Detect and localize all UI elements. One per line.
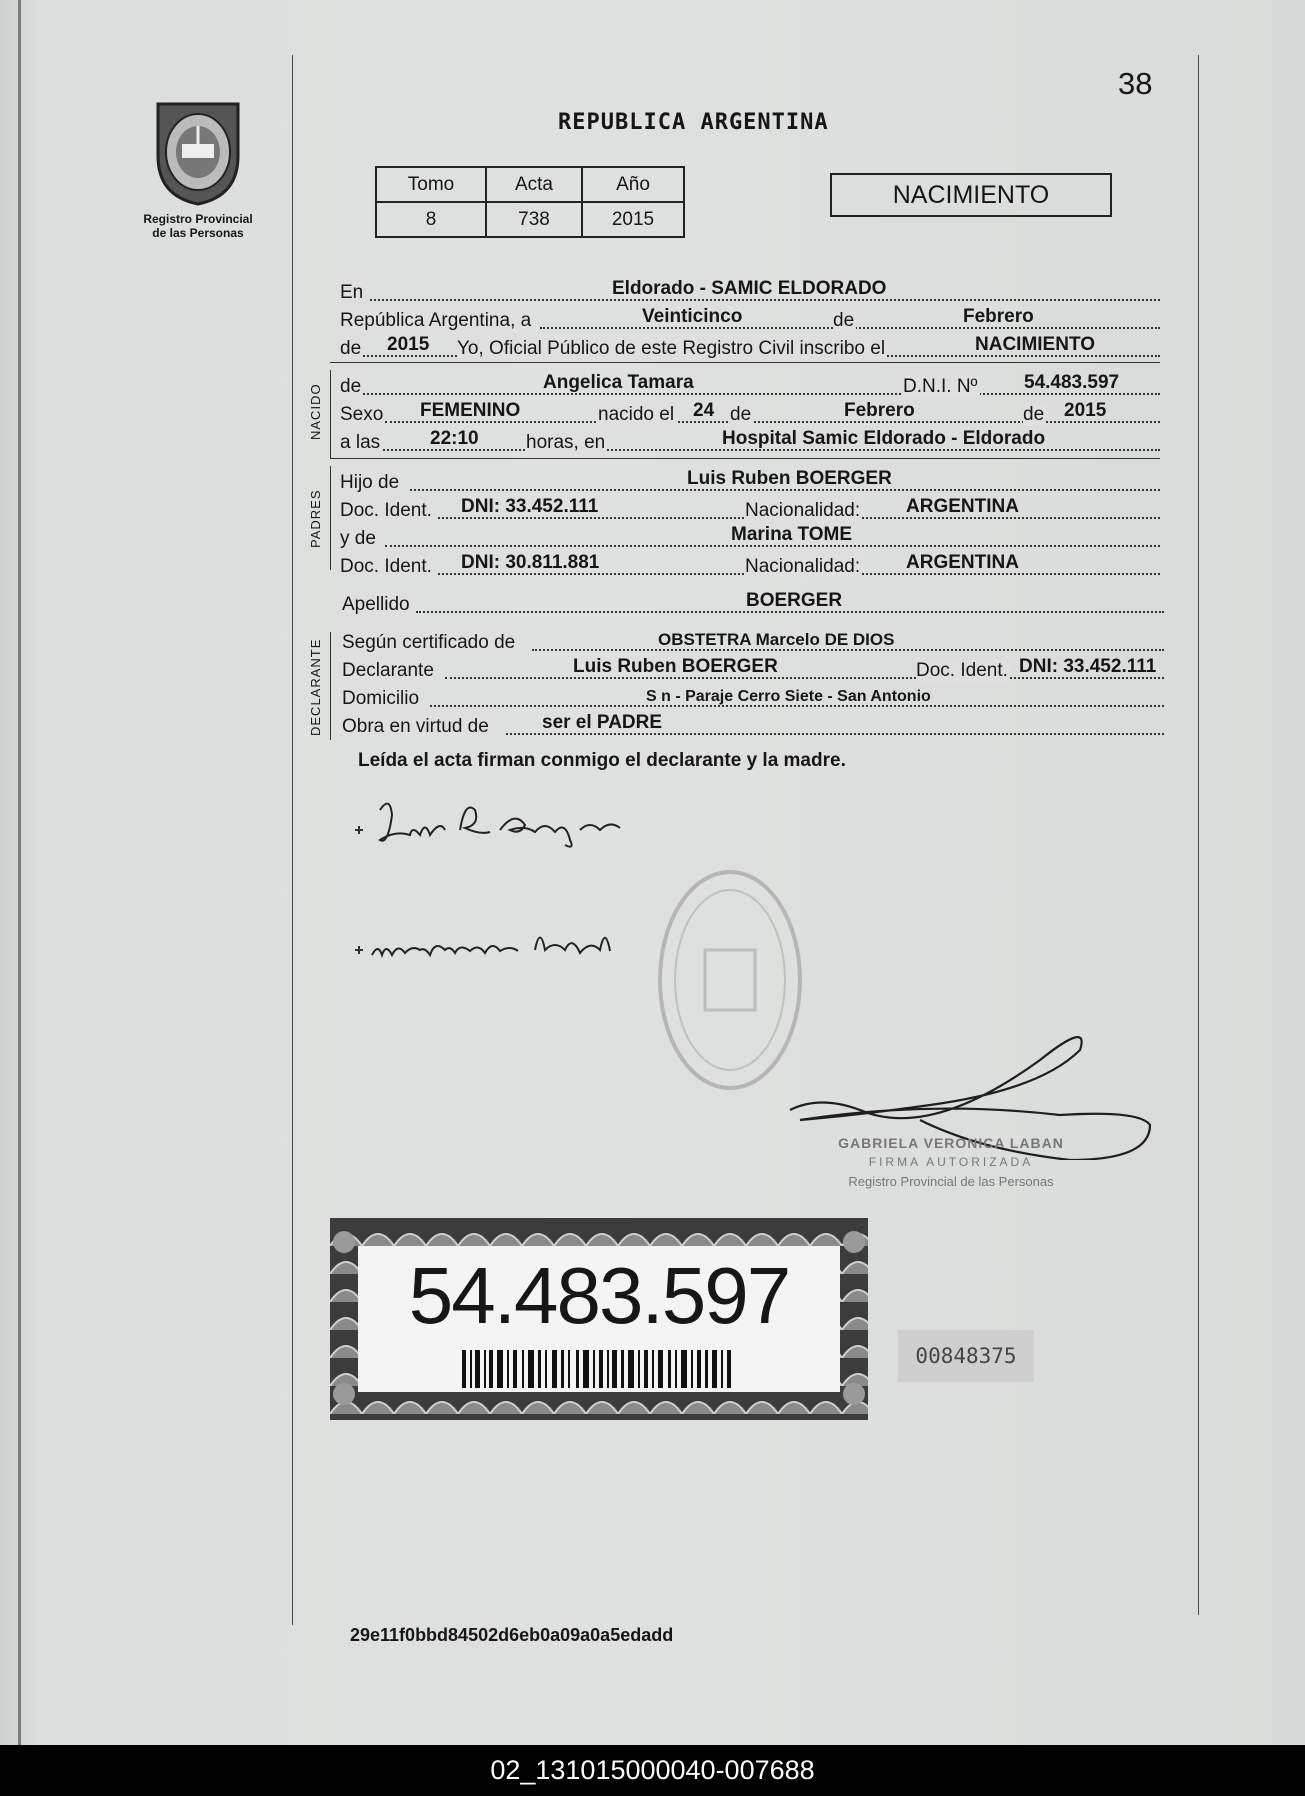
intro-line-inscribo: de 2015 Yo, Oficial Público de este Registro Civil inscribo el NACIMIENTO: [340, 336, 1160, 360]
page-edge: [18, 0, 21, 1745]
nacido-line-hora: a las 22:10 horas, en Hospital Samic Eldorado - Eldorado: [340, 430, 1160, 454]
left-margin-line: [292, 55, 293, 1625]
tomo-value: 8: [376, 202, 486, 237]
official-stamp-text: GABRIELA VERONICA LABAN FIRMA AUTORIZADA Registro Provincial de las Personas: [838, 1135, 1064, 1189]
declarante-line-declarante: Declarante Luis Ruben BOERGER Doc. Ident. DNI: 33.452.111: [342, 658, 1164, 682]
declarante-line-cert: Según certificado de OBSTETRA Marcelo DE DIOS: [342, 630, 1164, 654]
declarante-line-domicilio: Domicilio S n - Paraje Cerro Siete - San Antonio: [342, 686, 1164, 710]
acta-header: Acta: [486, 167, 582, 202]
acta-value: 738: [486, 202, 582, 237]
tomo-header: Tomo: [376, 167, 486, 202]
right-margin-line: [1198, 55, 1199, 1615]
anio-value: 2015: [582, 202, 684, 237]
padres-line-padre-doc: Doc. Ident. DNI: 33.452.111 Nacionalidad: ARGENTINA: [340, 498, 1160, 522]
intro-line-place: En Eldorado - SAMIC ELDORADO: [340, 280, 1160, 304]
logo-caption: Registro Provincial de las Personas: [143, 212, 253, 240]
nacido-line-sexo: Sexo FEMENINO nacido el 24 de Febrero de 2015: [340, 402, 1160, 426]
padres-line-padre: Hijo de Luis Ruben BOERGER: [340, 470, 1160, 494]
sticker-inner: [358, 1246, 840, 1392]
reference-table: [375, 166, 685, 238]
serial-number-stamp: 00848375: [898, 1330, 1034, 1382]
page-number: 38: [1118, 66, 1153, 101]
apellido-line: Apellido BOERGER: [342, 592, 1164, 616]
scan-footer-id: 02_131015000040-007688: [0, 1745, 1305, 1796]
anio-header: Año: [582, 167, 684, 202]
nacido-line-name: de Angelica Tamara D.N.I. Nº 54.483.597: [340, 374, 1160, 398]
mother-signature: [350, 905, 650, 975]
padres-line-madre: y de Marina TOME: [340, 526, 1160, 550]
document-heading: REPUBLICA ARGENTINA: [558, 110, 829, 135]
father-signature: [350, 790, 650, 860]
readout-statement: Leída el acta firman conmigo el declarante y la madre.: [358, 750, 846, 771]
document-hash: 29e11f0bbd84502d6eb0a09a0a5edadd: [350, 1625, 674, 1645]
padres-line-madre-doc: Doc. Ident. DNI: 30.811.881 Nacionalidad: ARGENTINA: [340, 554, 1160, 578]
padres-section-label: PADRES: [308, 489, 323, 548]
intro-line-date: República Argentina, a Veinticinco de Febrero: [340, 308, 1160, 332]
sticker-dni-number: 54.483.597: [408, 1251, 790, 1340]
nacido-section-label: NACIDO: [308, 383, 323, 440]
dni-sticker: [330, 1218, 868, 1420]
barcode: [462, 1350, 736, 1388]
record-type-box: NACIMIENTO: [830, 173, 1112, 217]
declarante-line-obra: Obra en virtud de ser el PADRE: [342, 714, 1164, 738]
declarante-section-label: DECLARANTE: [308, 638, 323, 736]
province-seal-logo: [150, 96, 246, 206]
place-value: Eldorado - SAMIC ELDORADO: [612, 278, 887, 299]
